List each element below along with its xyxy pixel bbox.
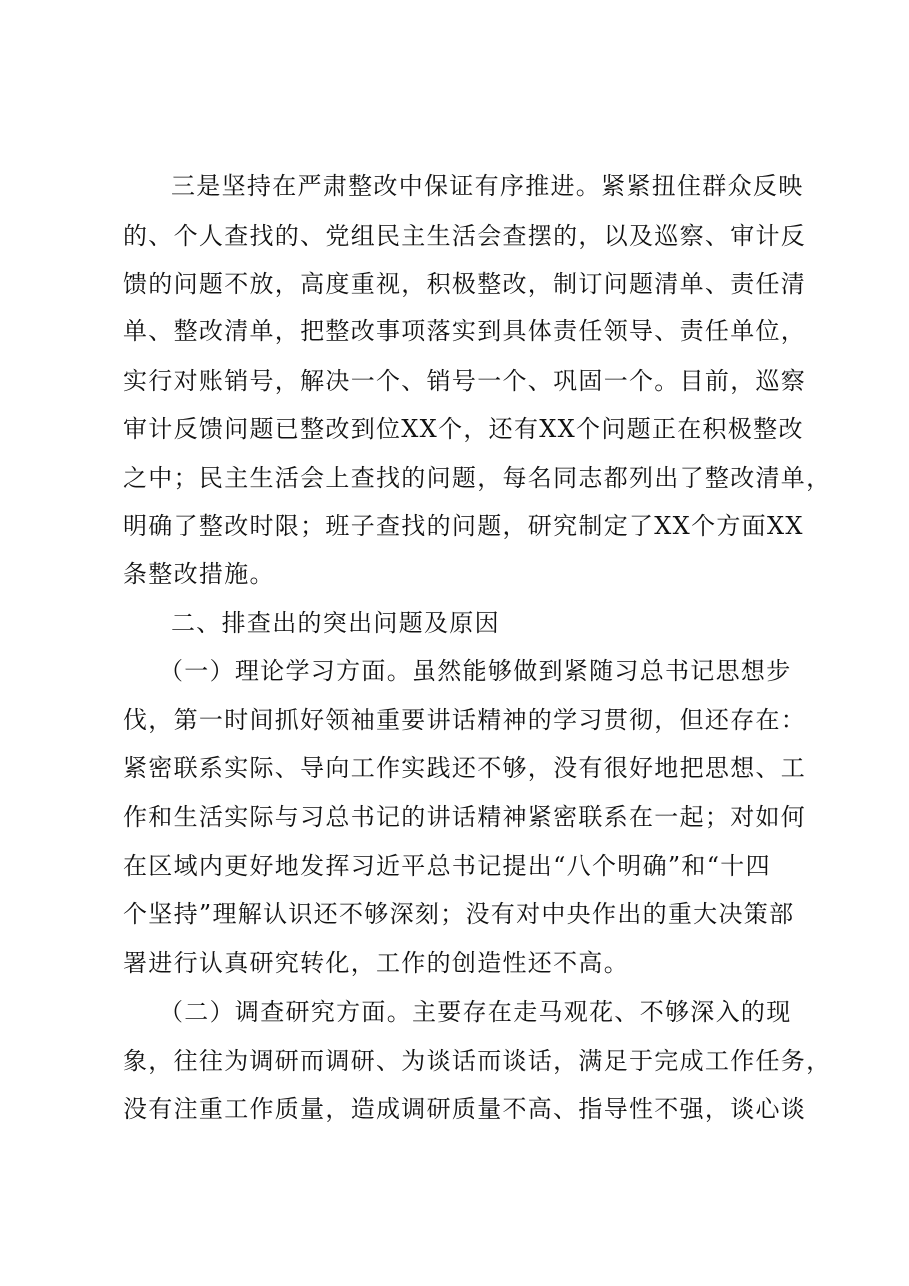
paragraph-line: 象，往往为调研而调研、为谈话而谈话，满足于完成工作任务， xyxy=(123,1047,832,1075)
paragraph-line: 馈的问题不放，高度重视，积极整改，制订问题清单、责任清 xyxy=(123,270,807,298)
paragraph-line: 三是坚持在严肃整改中保证有序推进。紧紧扭住群众反映 xyxy=(171,172,804,200)
paragraph-line: 明确了整改时限；班子查找的问题，研究制定了XX个方面XX xyxy=(123,512,804,540)
paragraph-line: 在区域内更好地发挥习近平总书记提出“八个明确”和“十四 xyxy=(123,852,771,880)
paragraph-line: 紧密联系实际、导向工作实践还不够，没有很好地把思想、工 xyxy=(123,754,807,782)
paragraph-line: 之中；民主生活会上查找的问题，每名同志都列出了整改清单， xyxy=(123,464,832,492)
paragraph-line: 审计反馈问题已整改到位XX个，还有XX个问题正在积极整改 xyxy=(123,415,804,443)
paragraph-line: 实行对账销号，解决一个、销号一个、巩固一个。目前，巡察 xyxy=(123,367,807,395)
paragraph-line: 署进行认真研究转化，工作的创造性还不高。 xyxy=(123,949,629,977)
paragraph-line: 的、个人查找的、党组民主生活会查摆的，以及巡察、审计反 xyxy=(123,222,807,250)
section-heading: 二、排查出的突出问题及原因 xyxy=(171,609,500,637)
paragraph-line: 条整改措施。 xyxy=(123,560,275,588)
paragraph-line: 伐，第一时间抓好领袖重要讲话精神的学习贯彻，但还存在： xyxy=(123,706,807,734)
paragraph-line: 作和生活实际与习总书记的讲话精神紧密联系在一起；对如何 xyxy=(123,803,807,831)
paragraph-line: （二）调查研究方面。主要存在走马观花、不够深入的现 xyxy=(159,998,792,1026)
paragraph-line: （一）理论学习方面。虽然能够做到紧随习总书记思想步 xyxy=(159,657,792,685)
paragraph-line: 个坚持”理解认识还不够深刻；没有对中央作出的重大决策部 xyxy=(123,900,795,928)
paragraph-line: 没有注重工作质量，造成调研质量不高、指导性不强，谈心谈 xyxy=(123,1095,807,1123)
paragraph-line: 单、整改清单，把整改事项落实到具体责任领导、责任单位， xyxy=(123,317,807,345)
